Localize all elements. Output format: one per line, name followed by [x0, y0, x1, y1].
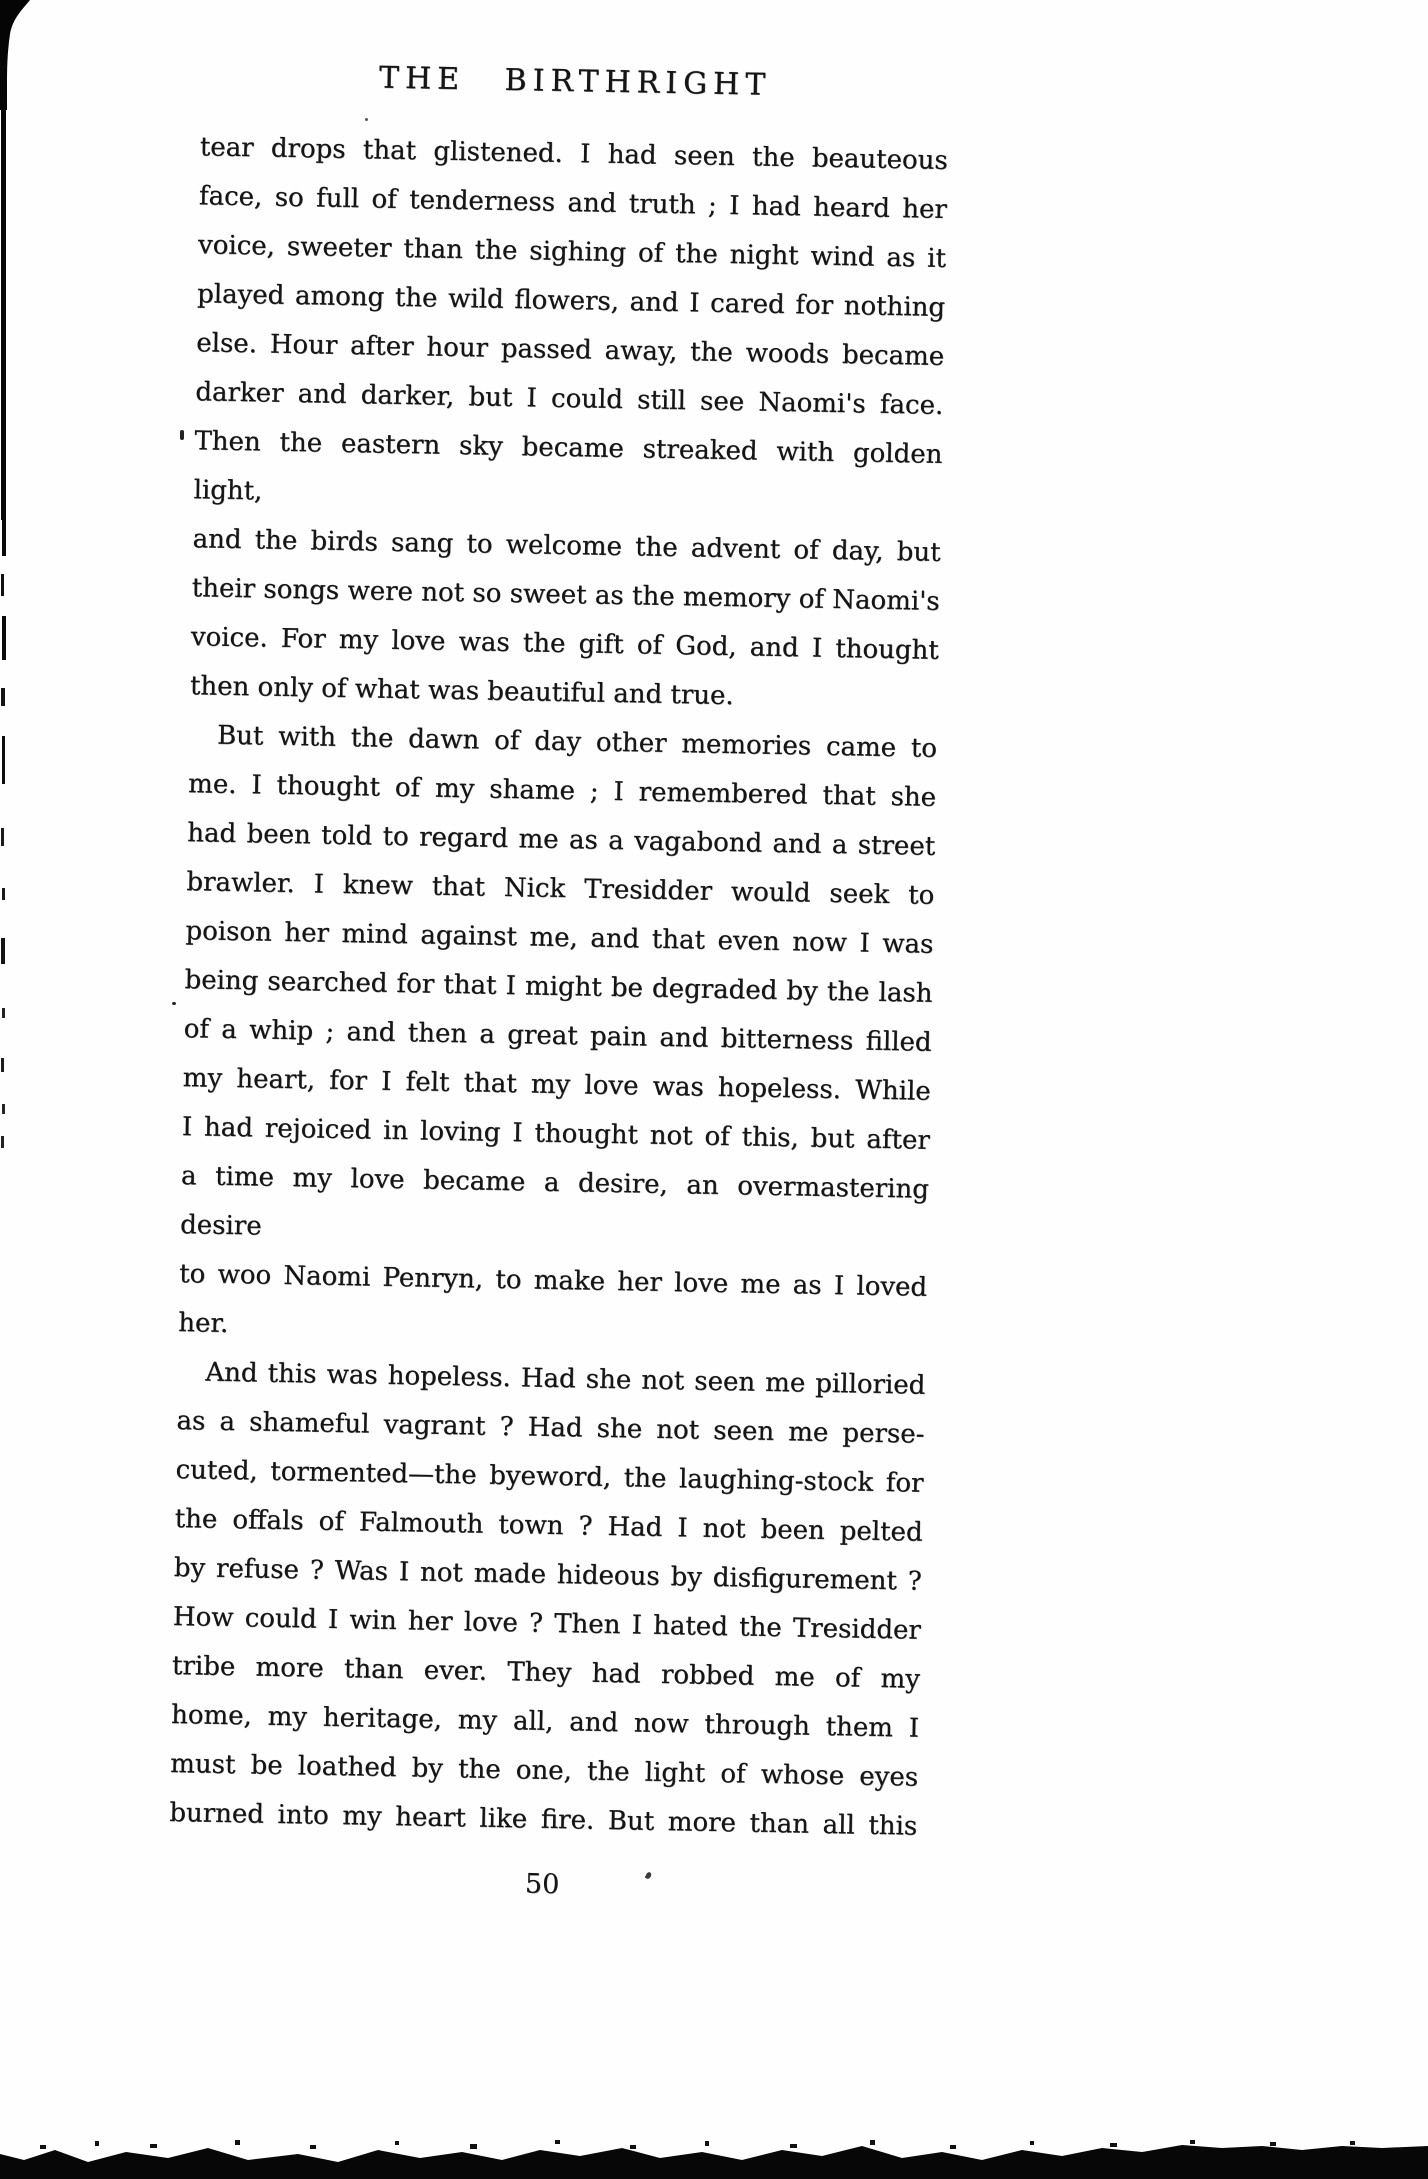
- text-line: to woo Naomi Penryn, to make her love me as I loved: [178, 1259, 928, 1303]
- text-line: played among the wild flowers, and I cared for nothing: [196, 279, 946, 323]
- text-line: the offals of Falmouth town ? Had I not been pelted: [174, 1504, 923, 1548]
- ink-speck: [365, 118, 368, 121]
- text-line: voice, sweeter than the sighing of the night wind as it: [197, 230, 947, 274]
- text-line: being searched for that I might be degraded by the lash: [184, 965, 933, 1009]
- text-line: by refuse ? Was I not made hideous by disfigurement ?: [173, 1553, 922, 1597]
- text-line: How could I win her love ? Then I hated the Tresidder: [172, 1602, 922, 1646]
- text-line: And this was hopeless. Had she not seen me pilloried: [205, 1357, 926, 1401]
- text-line: burned into my heart like fire. But more than all this: [169, 1797, 918, 1842]
- text-line: a time my love became a desire, an overmastering desire: [179, 1161, 930, 1242]
- text-line: as a shameful vagrant ? Had she not seen me perse-: [176, 1406, 925, 1450]
- text-line: tribe more than ever. They had robbed me of my: [171, 1651, 921, 1695]
- text-line: her.: [178, 1308, 229, 1339]
- text-line: poison her mind against me, and that even now I was: [185, 916, 934, 960]
- text-line: face, so full of tenderness and truth ; I had heard her: [198, 181, 948, 225]
- text-line: then only of what was beautiful and true.: [189, 671, 734, 712]
- text-line: had been told to regard me as a vagabond and a street: [187, 818, 936, 862]
- ink-speck: [180, 430, 184, 440]
- paragraph: [178, 711, 938, 1362]
- text-line: else. Hour after hour passed away, the woods became: [196, 328, 945, 372]
- text-line: home, my heritage, my all, and now through them I: [170, 1699, 920, 1744]
- text-line: voice. For my love was the gift of God, and I thought: [190, 622, 940, 666]
- text-line: Then the eastern sky became streaked with golden light,: [193, 426, 943, 507]
- text-line: I had rejoiced in loving I thought not of this, but after: [181, 1112, 931, 1156]
- text-line: and the birds sang to welcome the advent of day, but: [192, 524, 941, 568]
- text-line: brawler. I knew that Nick Tresidder would seek to: [186, 867, 935, 911]
- text-line: But with the dawn of day other memories came to: [216, 720, 938, 764]
- printed-text-block: [168, 57, 950, 1907]
- text-line: my heart, for I felt that my love was hopeless. While: [182, 1063, 931, 1107]
- page-number: 50: [524, 1868, 560, 1901]
- running-header-title: THE BIRTHRIGHT: [378, 60, 772, 103]
- paragraph: [169, 1348, 926, 1852]
- text-line: me. I thought of my shame ; I remembered that she: [187, 769, 937, 813]
- text-line: must be loathed by the one, the light of whose eyes: [169, 1748, 919, 1793]
- text-line: tear drops that glistened. I had seen the beauteous: [199, 132, 949, 176]
- text-line: of a whip ; and then a great pain and bitterness filled: [183, 1014, 932, 1058]
- paragraph: [190, 123, 949, 725]
- text-line: darker and darker, but I could still see Naomi's face.: [195, 377, 944, 421]
- text-line: their songs were not so sweet as the memory of Naomi's: [191, 573, 940, 617]
- text-line: cuted, tormented—the byeword, the laughing-stock for: [175, 1455, 924, 1499]
- ink-speck: [172, 1002, 176, 1005]
- scan-bottom-edge-artifact: [0, 2139, 1428, 2179]
- scan-binding-edge-artifact: [0, 0, 34, 1200]
